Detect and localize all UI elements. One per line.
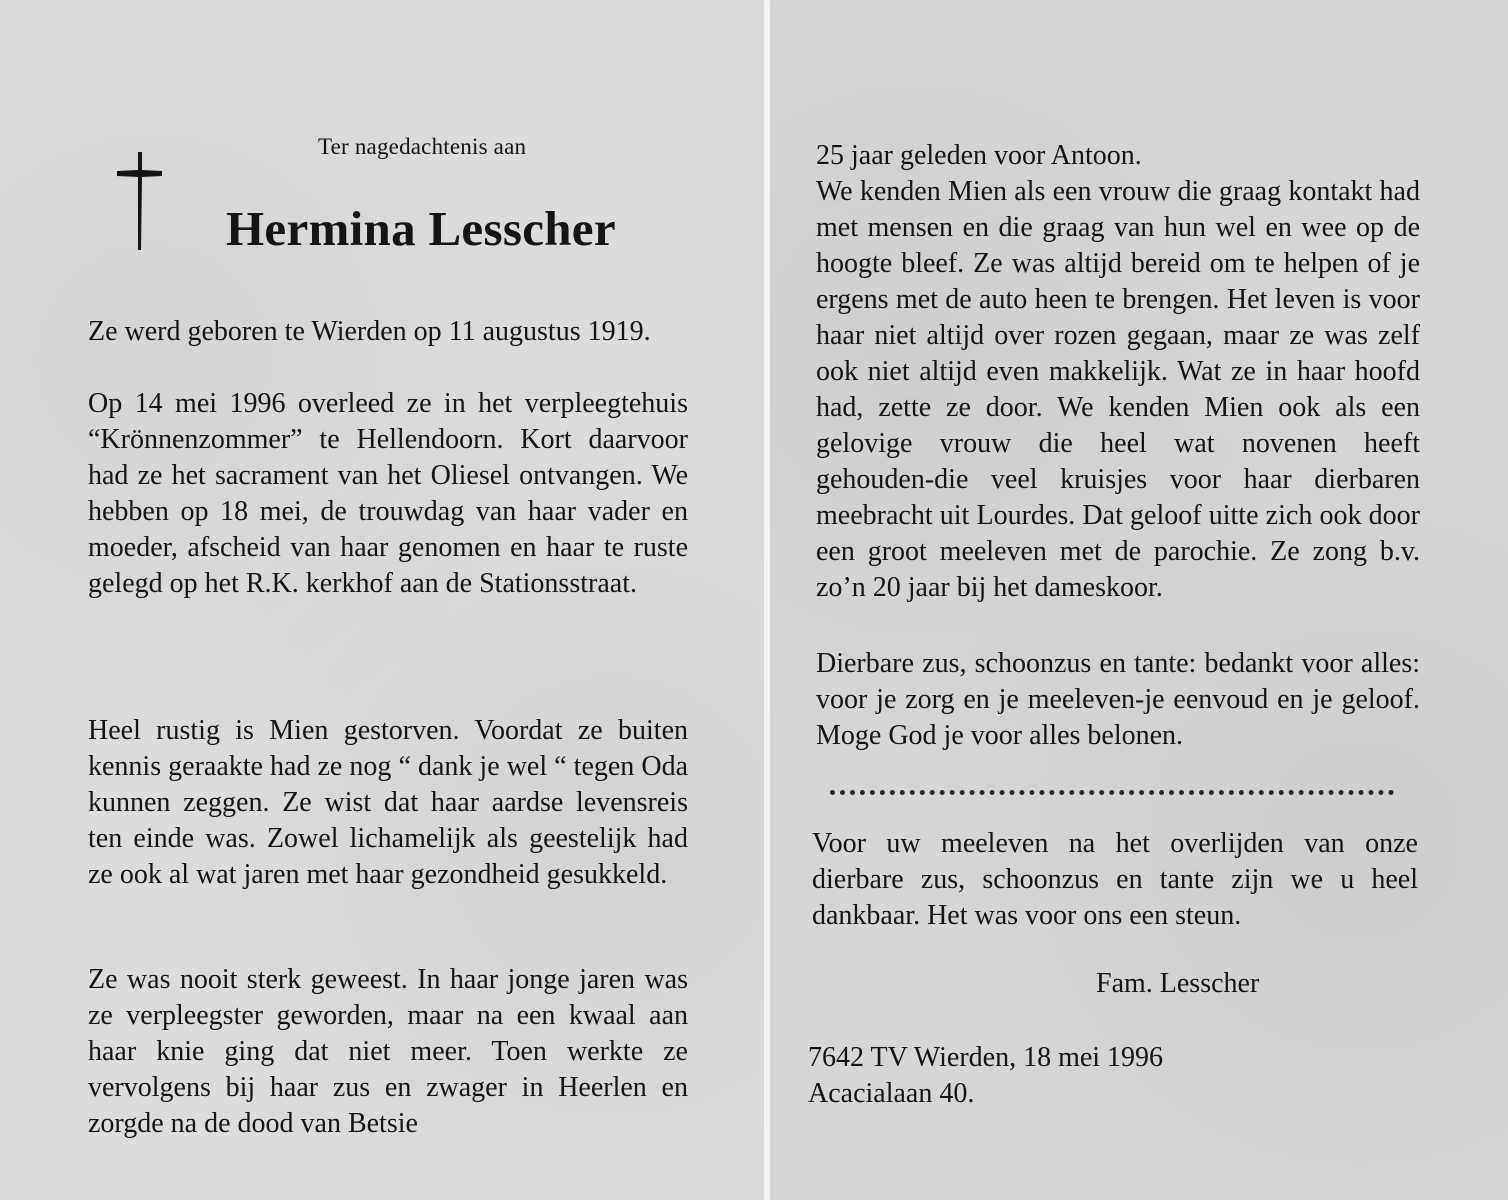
address-line-street: Acacialaan 40.: [808, 1078, 975, 1109]
youth-paragraph: Ze was nooit sterk geweest. In haar jonge jaren was ze verpleegster geworden, maar na een kwaal aan haar knie ging dat niet meer. Toen werkte ze vervolgens bij haar zus en zwager in Heerlen en zorgde na de dood van Betsie: [88, 964, 688, 1139]
address-line-place-date: 7642 TV Wierden, 18 mei 1996: [808, 1042, 1164, 1073]
farewell-paragraph: Dierbare zus, schoonzus en tante: bedankt voor alles: voor je zorg en je meeleven-je eenvoud en je geloof. Moge God je voor alles belonen.: [816, 648, 1420, 751]
family-signature: Fam. Lesscher: [1096, 968, 1260, 999]
birth-paragraph: Ze werd geboren te Wierden op 11 augustus 1919.: [88, 316, 651, 347]
deceased-name: Hermina Lesscher: [226, 201, 616, 256]
thanks-paragraph: Voor uw meeleven na het overlijden van onze dierbare zus, schoonzus en tante zijn we u heel dankbaar. Het was voor ons een steun.: [812, 828, 1418, 931]
passing-paragraph: Heel rustig is Mien gestorven. Voordat ze buiten kennis geraakte had ze nog “ dank je wel “ tegen Oda kunnen zeggen. Ze wist dat haar aardse levensreis ten einde was. Zowel lichamelijk als geestelijk had ze ook al wat jaren met haar gezondheid gesukkeld.: [88, 715, 688, 890]
character-paragraph: We kenden Mien als een vrouw die graag kontakt had met mensen en die graag van hun wel en wee op de hoogte bleef. Ze was altijd bereid om te helpen of je ergens met de auto heen te brengen. Het leven is voor haar niet altijd over rozen gegaan, maar ze was zelf ook niet altijd even makkelijk. Wat ze in haar hoofd had, zette ze door. We kenden Mien ook als een gelovige vrouw die heel wat novenen heeft gehouden-die veel kruisjes voor haar dierbaren meebracht uit Lourdes. Dat geloof uitte zich ook door een groot meeleven met de parochie. Ze zong b.v. zo’n 20 jaar bij het dameskoor.: [816, 176, 1420, 603]
death-paragraph: Op 14 mei 1996 overleed ze in het verpleegtehuis “Krönnenzommer” te Hellendoorn. Kort daarvoor had ze het sacrament van het Oliesel ontvangen. We hebben op 18 mei, de trouwdag van haar vader en moeder, afscheid van haar genomen en haar te ruste gelegd op het R.K. kerkhof aan de Stationsstraat.: [88, 388, 688, 599]
dotted-divider: [830, 790, 1394, 795]
cross-icon: [112, 150, 168, 254]
intro-text: Ter nagedachtenis aan: [318, 134, 527, 159]
continuation-line: 25 jaar geleden voor Antoon.: [816, 140, 1142, 171]
address-block: [808, 1040, 1163, 1112]
